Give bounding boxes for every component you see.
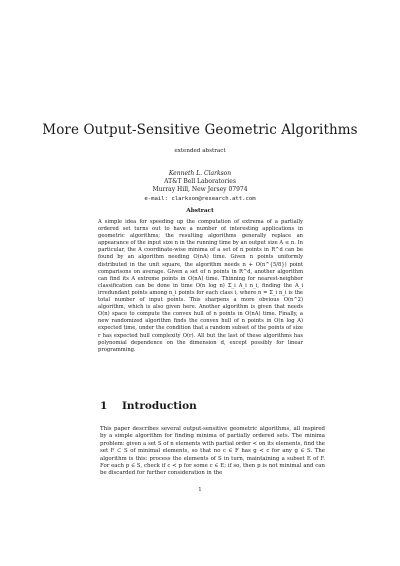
- section-number: 1: [100, 400, 108, 412]
- abstract-heading: Abstract: [186, 208, 214, 214]
- paper-subtitle: extended abstract: [174, 148, 226, 154]
- author-block: [0, 170, 400, 203]
- author-email: e-mail: clarkson@research.att.com: [144, 195, 256, 202]
- section-title: Introduction: [122, 400, 197, 412]
- abstract-text: A simple idea for speeding up the computation of extrema of a partially ordered set turns out to have a number of interesting applications in geometric algorithms; the resulting algorithms generally replace an appearance of the input size n in the running time by an output size A ≤ n. In particular, the A coordinate-wise minima of a set of n points in R^d can be found by an algorithm needing O(nA) time. Given n points uniformly distributed in the unit square, the algorithm needs n + O(n^{5/8}) point comparisons on average. Given a set of n points in R^d, another algorithm can find its A extreme points in O(nA) time. Thinning for nearest-neighbor classification can be done in time O(n log n) Σ_i A_i n_i, finding the A_i irredundant points among n_i points for each class i, where n = Σ_i n_i is the total number of input points. This sharpens a more obvious O(n^2) algorithm, which is also given here. Another algorithm is given that needs O(n) space to compute the convex hull of n points in O(nA) time. Finally, a new randomized algorithm finds the convex hull of n points in O(n log A) expected time, under the condition that a random subset of the points of size r has expected hull complexity O(r). All but the last of these algorithms has polynomial dependence on the dimension d, except possibly for linear programming.: [98, 219, 303, 353]
- introduction-text: This paper describes several output-sensitive geometric algorithms, all inspired by a simple algorithm for finding minima of partially ordered sets. The minima problem: given a set S of n elements with partial order ≺ on its elements, find the set F ⊂ S of minimal elements, so that no c ∈ F has g ≺ c for any g ∈ S. The algorithm is this: process the elements of S in turn, maintaining a subset E of F. For each p ∈ S, check if c ≺ p for some c ∈ E; if so, then p is not minimal and can be discarded for further consideration in the: [100, 426, 325, 477]
- author-address: Murray Hill, New Jersey 07974: [152, 186, 248, 194]
- section-heading: [100, 400, 330, 412]
- author-name: Kenneth L. Clarkson: [168, 170, 232, 177]
- author-affiliation: AT&T Bell Laboratories: [164, 178, 236, 186]
- paper-title: More Output-Sensitive Geometric Algorithms: [42, 122, 358, 138]
- page-number: 1: [198, 487, 202, 493]
